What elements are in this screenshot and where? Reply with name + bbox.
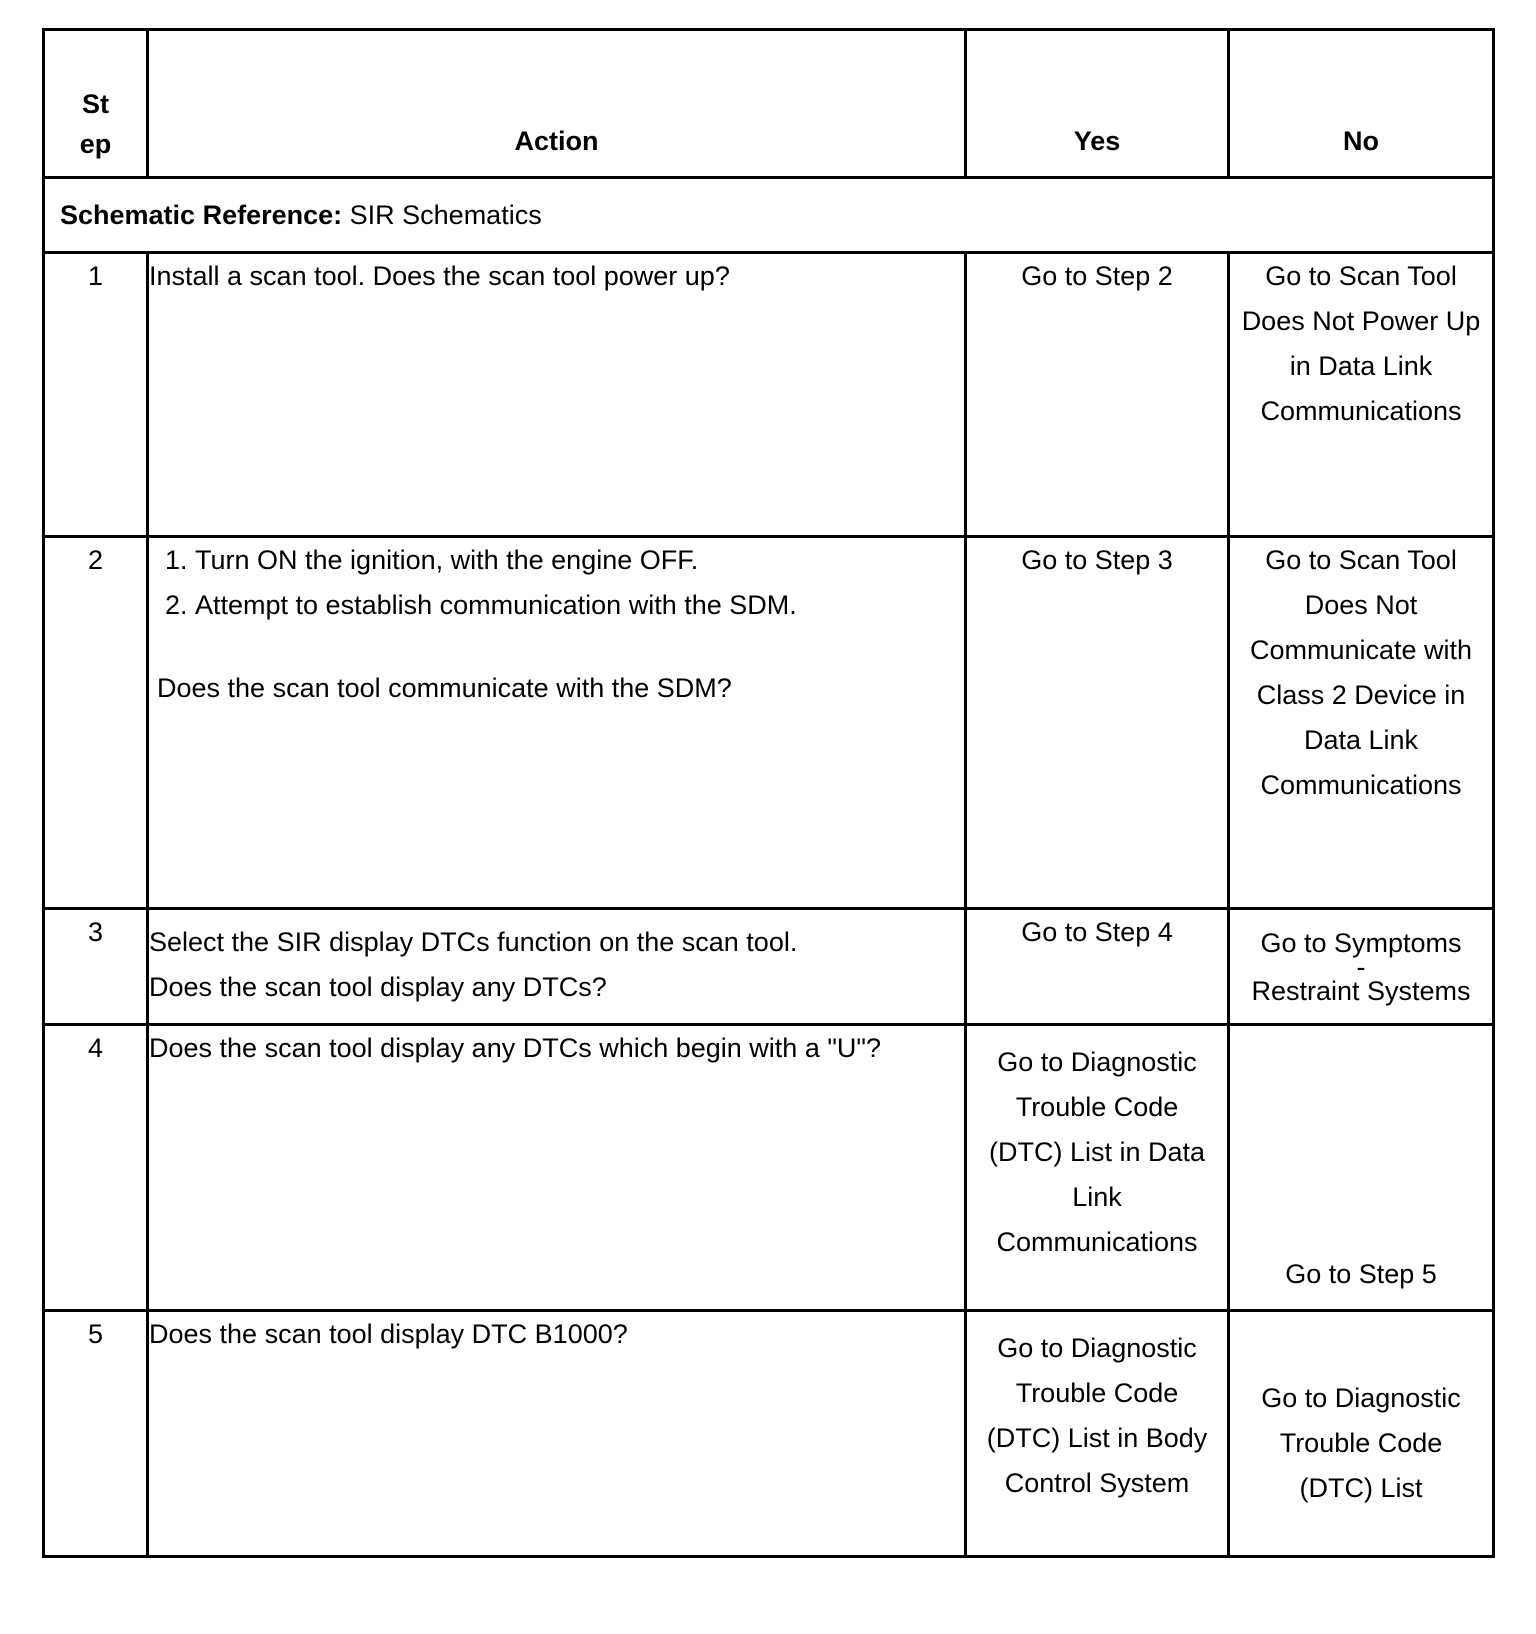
table-row xyxy=(44,537,1494,909)
table-row xyxy=(44,909,1494,1025)
list-item: 2. Attempt to establish communication with the SDM. xyxy=(195,583,964,628)
action-cell xyxy=(148,909,966,1025)
no-cell: Go to Scan Tool Does Not Power Up in Data Link Communications xyxy=(1229,253,1494,537)
header-no: No xyxy=(1229,30,1494,178)
action-cell: Install a scan tool. Does the scan tool power up? xyxy=(148,253,966,537)
no-cell xyxy=(1229,909,1494,1025)
schematic-reference xyxy=(44,178,1494,253)
yes-cell: Go to Diagnostic Trouble Code (DTC) List in Body Control System xyxy=(966,1311,1229,1557)
step-number: 1 xyxy=(44,253,148,537)
schematic-reference-value: SIR Schematics xyxy=(342,199,542,230)
no-dash: - xyxy=(1356,951,1366,982)
no-cell: Go to Scan Tool Does Not Communicate with Class 2 Device in Data Link Communications xyxy=(1229,537,1494,909)
header-row xyxy=(44,30,1494,178)
list-item: 1. Turn ON the ignition, with the engine OFF. xyxy=(195,538,964,583)
table-row xyxy=(44,1311,1494,1557)
yes-cell: Go to Diagnostic Trouble Code (DTC) List in Data Link Communications xyxy=(966,1025,1229,1311)
no-cell: Go to Diagnostic Trouble Code (DTC) List xyxy=(1229,1311,1494,1557)
no-line: Go to Symptoms xyxy=(1260,927,1462,958)
yes-cell: Go to Step 3 xyxy=(966,537,1229,909)
step-number: 5 xyxy=(44,1311,148,1557)
step-number: 3 xyxy=(44,909,148,1025)
header-yes: Yes xyxy=(966,30,1229,178)
schematic-reference-row xyxy=(44,178,1494,253)
header-step: St ep xyxy=(44,30,148,178)
yes-cell: Go to Step 4 xyxy=(966,909,1229,1025)
action-line: Select the SIR display DTCs function on the scan tool. xyxy=(149,927,798,957)
step-number: 2 xyxy=(44,537,148,909)
action-cell: Does the scan tool display any DTCs which begin with a "U"? xyxy=(148,1025,966,1311)
action-cell: Does the scan tool display DTC B1000? xyxy=(148,1311,966,1557)
action-question: Does the scan tool communicate with the SDM? xyxy=(157,673,732,703)
diagnostic-table xyxy=(42,28,1495,1558)
action-steps-list xyxy=(149,538,964,628)
no-line: Restraint Systems xyxy=(1251,975,1471,1006)
header-action: Action xyxy=(148,30,966,178)
schematic-reference-label: Schematic Reference: xyxy=(60,199,343,230)
step-number: 4 xyxy=(44,1025,148,1311)
yes-cell: Go to Step 2 xyxy=(966,253,1229,537)
action-line: Does the scan tool display any DTCs? xyxy=(149,972,607,1002)
table-row xyxy=(44,253,1494,537)
action-cell xyxy=(148,537,966,909)
table-row xyxy=(44,1025,1494,1311)
no-cell: Go to Step 5 xyxy=(1229,1025,1494,1311)
